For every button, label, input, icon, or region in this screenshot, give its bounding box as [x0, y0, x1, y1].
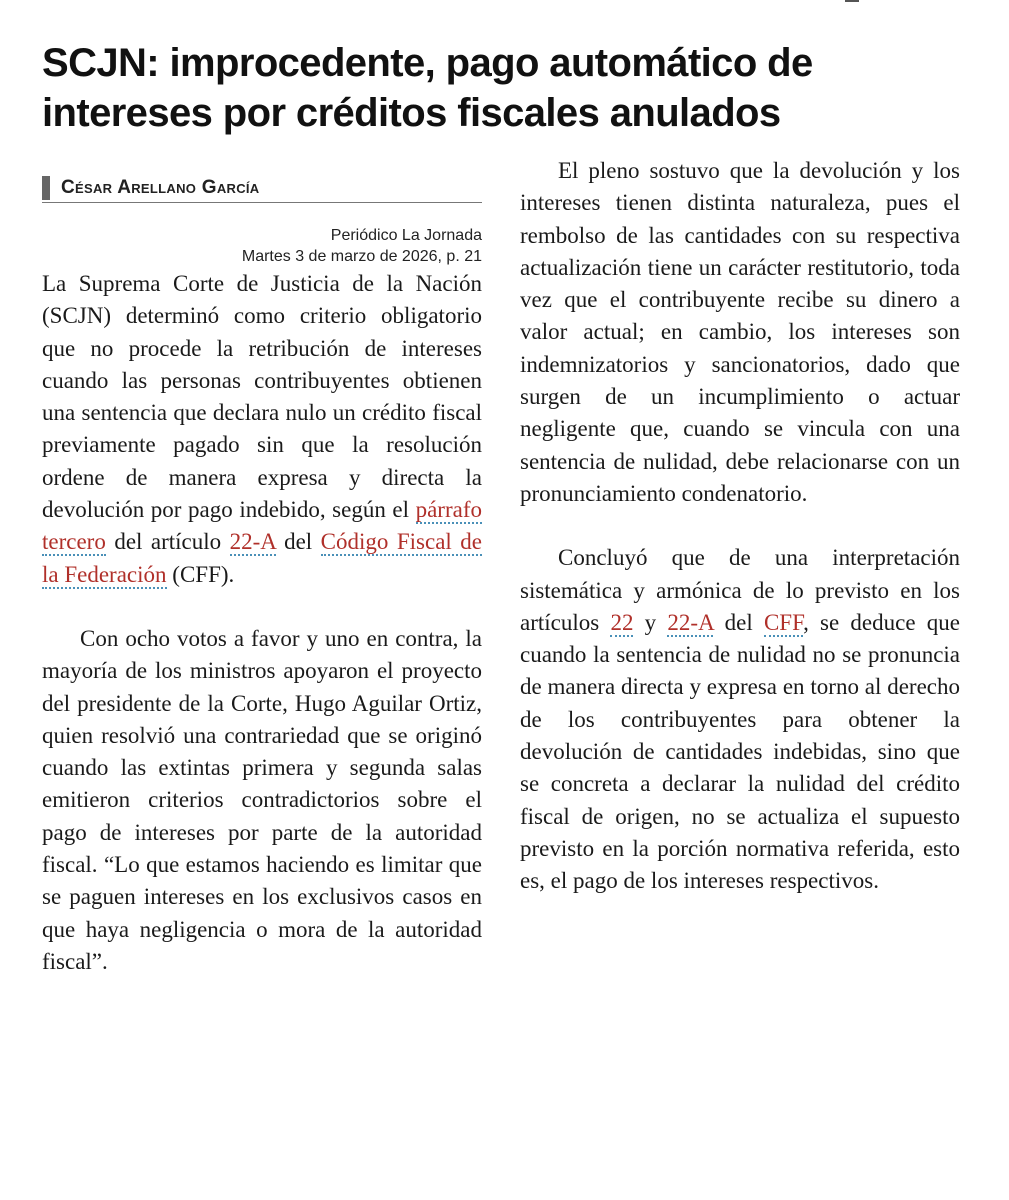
link-articulo-22a[interactable]: 22-A [229, 529, 276, 555]
headline: SCJN: improcedente, pago automático de intereses por créditos fiscales anulados [42, 41, 813, 135]
paragraph-3: El pleno sostuvo que la devolución y los intereses tienen distinta naturaleza, pues el rembolso de las cantidades con su respectiva actualización tiene un carácter restitutorio, toda vez que el contribuyente recibe su dinero a valor actual; en cambio, los intereses son indemnizatorios y sancionatorios, dado que surgen de un incumplimiento o actuar negligente que, cuando se vincula con una sentencia de nulidad, debe relacionarse con un pronunciamiento condenatorio. [520, 158, 960, 506]
publication-name: Periódico La Jornada [330, 227, 482, 244]
article [42, 0, 960, 974]
paragraph-1-text-a: La Suprema Corte de Justicia de la Nación (SCJN) determinó como criterio obligatorio que no procede la retribución de intereses cuando las personas contribuyentes obtienen una sentencia que declara nulo un crédito fiscal previamente pagado sin que la resolución ordene de manera expresa y directa la devolución por pago indebido, según el [42, 271, 482, 523]
paragraph-1-text-c: del [275, 529, 321, 555]
author-name: César Arellano García [61, 177, 260, 198]
paragraph-1 [42, 268, 482, 591]
paragraph-4-text-b: y [633, 609, 668, 635]
byline [42, 174, 482, 203]
link-articulo-22[interactable]: 22 [610, 609, 634, 635]
link-parrafo-tercero[interactable]: párrafo tercero [42, 497, 482, 555]
link-cff[interactable]: CFF [763, 609, 804, 635]
paragraph-2: Con ocho votos a favor y uno en contra, la mayoría de los ministros apoyaron el proyecto del presidente de la Corte, Hugo Aguilar Ortiz, quien resolvió una contrariedad que se originó cuando las extintas primera y segunda salas emitieron criterios contradictorios sobre el pago de intereses por parte de la autoridad fiscal. “Lo que estamos haciendo es limitar que se paguen intereses en los exclusivos casos en que haya negligencia o mora de la autoridad fiscal”. [42, 625, 482, 974]
link-codigo-fiscal[interactable]: Código Fiscal de la Federación [42, 529, 482, 587]
paragraph-4-text-d: , se deduce que cuando la sentencia de nulidad no se pronuncia de manera directa y expresa en torno al derecho de los contribuyentes para obtener la devolución de cantidades indebidas, sino que se concreta a declarar la nulidad del crédito fiscal de origen, no se actualiza el supuesto previsto en la porción normativa referida, esto es, el pago de los intereses respectivos. [520, 609, 960, 894]
paragraph-4 [520, 542, 960, 897]
paragraph-4-text-c: del [713, 609, 764, 635]
paragraph-1-text-b: del artículo [105, 529, 230, 555]
publication-date: Martes 3 de marzo de 2026, p. 21 [241, 248, 482, 265]
paragraph-4-text-a: Concluyó que de una interpretación sistemática y armónica de lo previsto en los artículos [520, 545, 960, 635]
paragraph-1-text-d: (CFF). [166, 561, 235, 587]
right-column [520, 155, 960, 898]
left-column [42, 155, 482, 978]
byline-bar [42, 176, 50, 200]
link-articulo-22a-2[interactable]: 22-A [667, 609, 714, 635]
source-info [42, 225, 482, 267]
